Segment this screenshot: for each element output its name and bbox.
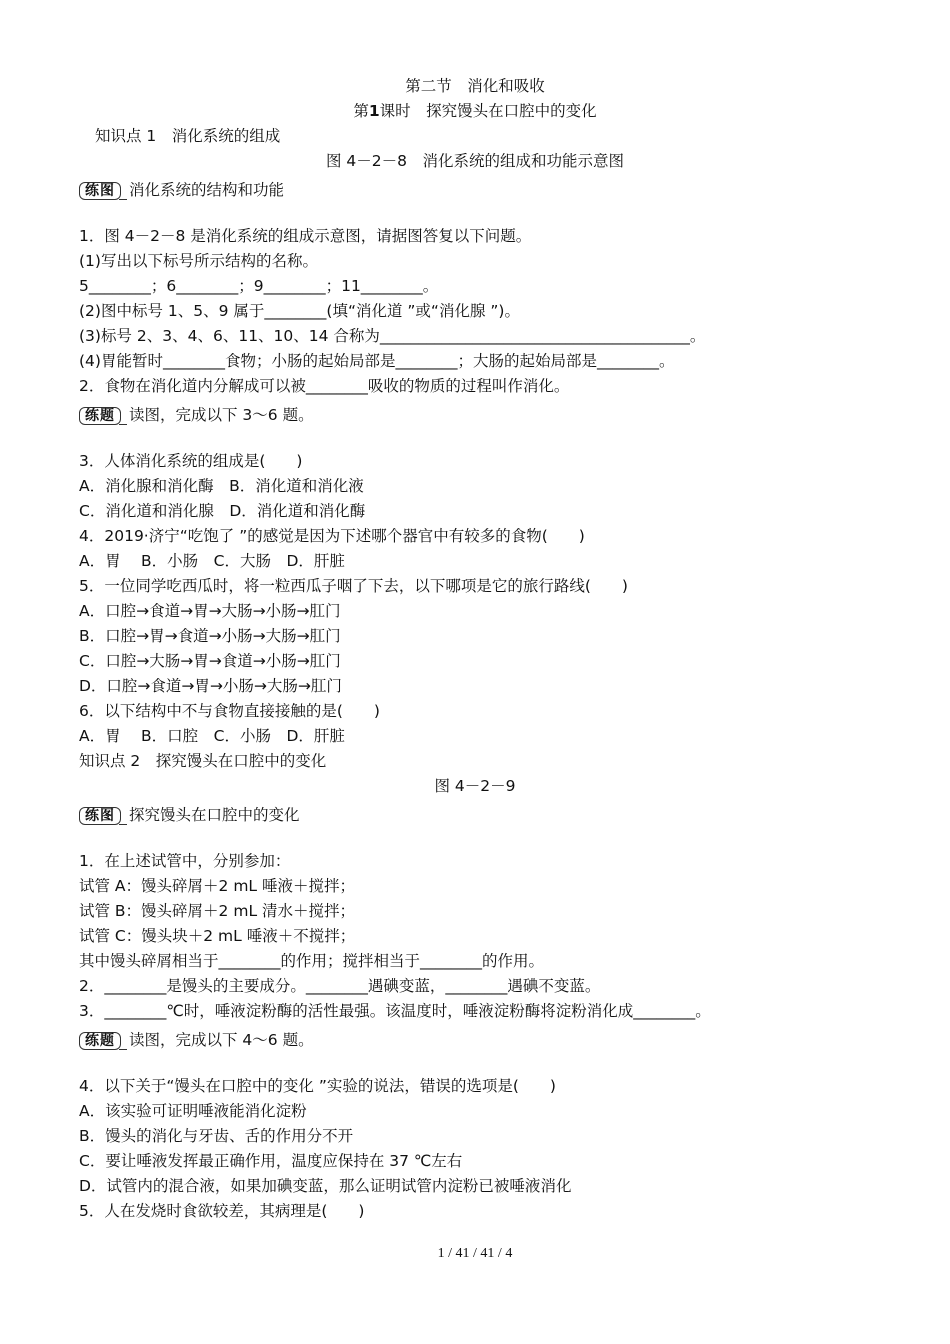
question-line: 1．在上述试管中，分别参加： [79, 852, 291, 870]
lianxitu-badge: 练图 [79, 182, 121, 200]
option-line: D．试管内的混合液，如果加碘变蓝，那么证明试管内淀粉已被唾液消化 [79, 1177, 572, 1195]
figure-2-caption: 图 4－2－9 [434, 777, 516, 795]
option-line: B．口腔→胃→食道→小肠→大肠→肛门 [79, 627, 341, 645]
practice-question-text-2: 读图，完成以下 4～6 题。 [129, 1031, 314, 1049]
figure-1-caption: 图 4－2－8 消化系统的组成和功能示意图 [325, 152, 624, 170]
option-line: C．口腔→大肠→胃→食道→小肠→肛门 [79, 652, 341, 670]
question-line: 5．一位同学吃西瓜时，将一粒西瓜子咽了下去，以下哪项是它的旅行路线( ) [79, 577, 628, 595]
question-line: (4)胃能暂时________食物；小肠的起始局部是________；大肠的起始局部是________。 [79, 352, 675, 370]
lesson-suffix: 课时 探究馒头在口腔中的变化 [379, 102, 597, 120]
option-line: A．胃 B．口腔 C．小肠 D．肝脏 [79, 727, 345, 745]
practice-figure-label-2 [79, 797, 300, 825]
practice-question-label-2 [79, 1022, 314, 1050]
option-line: D．口腔→食道→胃→小肠→大肠→肛门 [79, 677, 342, 695]
question-line: 2．食物在消化道内分解成可以被________吸收的物质的过程叫作消化。 [79, 377, 570, 395]
question-line: 试管 C：馒头块＋2 mL 唾液＋不搅拌； [79, 927, 356, 945]
knowledge-point-2: 知识点 2 探究馒头在口腔中的变化 [79, 752, 327, 770]
question-line: 6．以下结构中不与食物直接接触的是( ) [79, 702, 380, 720]
option-line: A．口腔→食道→胃→大肠→小肠→肛门 [79, 602, 341, 620]
lesson-title [0, 101, 950, 121]
option-line: A．该实验可证明唾液能消化淀粉 [79, 1102, 307, 1120]
practice-question-text-1: 读图，完成以下 3～6 题。 [129, 406, 314, 424]
lianxitu-badge: 练图 [79, 807, 121, 825]
question-line: 试管 A：馒头碎屑＋2 mL 唾液＋搅拌； [79, 877, 355, 895]
lesson-prefix: 第 [353, 102, 369, 120]
practice-figure-label-1 [79, 172, 284, 200]
question-line: 1．图 4－2－8 是消化系统的组成示意图，请据图答复以下问题。 [79, 227, 532, 245]
option-line: C．要让唾液发挥最正确作用，温度应保持在 37 ℃左右 [79, 1152, 463, 1170]
option-line: C．消化道和消化腺 D．消化道和消化酶 [79, 502, 366, 520]
question-line: 4．2019·济宁“吃饱了 ”的感觉是因为下述哪个器官中有较多的食物( ) [79, 527, 585, 545]
lesson-number: 1 [368, 102, 380, 120]
option-line: A．胃 B．小肠 C．大肠 D．肝脏 [79, 552, 345, 570]
practice-question-label-1 [79, 397, 314, 425]
question-line: 2．________是馒头的主要成分。________遇碘变蓝，________遇碘不变蓝。 [79, 977, 601, 995]
option-line: A．消化腺和消化酶 B．消化道和消化液 [79, 477, 364, 495]
lianxiti-badge: 练题 [79, 407, 121, 425]
question-line: 4．以下关于“馒头在口腔中的变化 ”实验的说法，错误的选项是( ) [79, 1077, 556, 1095]
practice-figure-text-2: 探究馒头在口腔中的变化 [129, 806, 300, 824]
knowledge-point-1: 知识点 1 消化系统的组成 [95, 127, 281, 145]
question-line: 5________；6________；9________；11________。 [79, 277, 439, 295]
section-title: 第二节 消化和吸收 [405, 77, 545, 95]
question-line: (2)图中标号 1、5、9 属于________(填“消化道 ”或“消化腺 ”)。 [79, 302, 520, 320]
question-line: 试管 B：馒头碎屑＋2 mL 清水＋搅拌； [79, 902, 356, 920]
question-line: 其中馒头碎屑相当于________的作用；搅拌相当于________的作用。 [79, 952, 545, 970]
page-footer: 1 / 41 / 41 / 4 [437, 1246, 513, 1261]
practice-figure-text-1: 消化系统的结构和功能 [129, 181, 285, 199]
question-line: 5．人在发烧时食欲较差，其病理是( ) [79, 1202, 365, 1220]
question-line: (1)写出以下标号所示结构的名称。 [79, 252, 318, 270]
option-line: B．馒头的消化与牙齿、舌的作用分不开 [79, 1127, 354, 1145]
question-line: 3．人体消化系统的组成是( ) [79, 452, 303, 470]
question-line: (3)标号 2、3、4、6、11、10、14 合称为________________________________________。 [79, 327, 706, 345]
lianxiti-badge: 练题 [79, 1032, 121, 1050]
question-line: 3．________℃时，唾液淀粉酶的活性最强。该温度时，唾液淀粉酶将淀粉消化成________。 [79, 1002, 711, 1020]
